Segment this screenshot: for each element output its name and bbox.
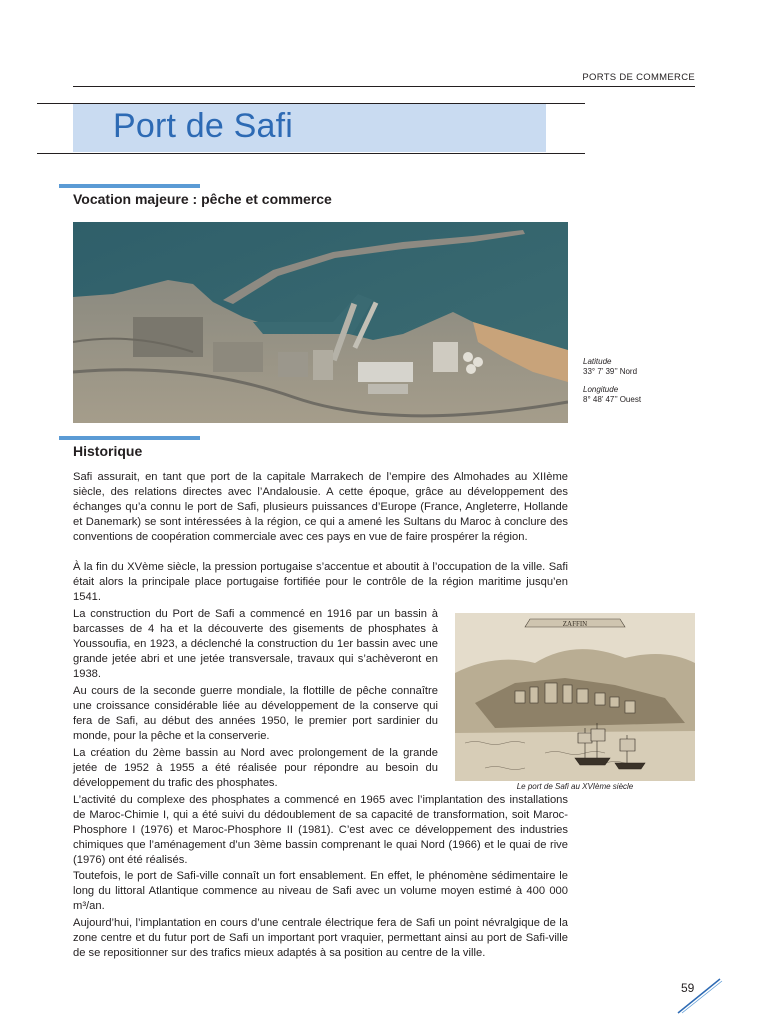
paragraph-2: À la fin du XVème siècle, la pression portugaise s’accentue et aboutit à l’occupation de la ville. Safi était alors la principale place portugaise fortifiée pour le contrôle de la région maritime jusqu’en 1541. bbox=[73, 561, 568, 604]
title-rule-bottom bbox=[37, 153, 585, 154]
header-rule bbox=[73, 86, 695, 87]
paragraph-6: L’activité du complexe des phosphates a commencé en 1965 avec l’implantation des installations de Maroc-Chimie I, qui a été suivi du dédoublement de sa capacité de transformation, soit Maroc-Phosphore I (1976) et Maroc-Phosphore II (1981). C’est avec ce développement des industries chimiques que l’aménagement d’un 3ème bassin comprenant le quai Nord (1966) et le quai de rive (1976) ont été réalisés. bbox=[73, 794, 568, 867]
section-heading-historique: Historique bbox=[73, 443, 143, 459]
aerial-port-photo bbox=[73, 222, 568, 423]
paragraph-8: Aujourd’hui, l’implantation en cours d’une centrale électrique fera de Safi un point névralgique de la zone centre et du futur port de Safi un important port vraquier, permettant ainsi au port de Safi-ville de se repositionner sur des trafics mieux adaptés à sa position au centre de la ville. bbox=[73, 917, 568, 960]
section-bar-vocation bbox=[59, 184, 200, 188]
paragraph-7: Toutefois, le port de Safi-ville connaît un fort ensablement. En effet, le phénomène sédimentaire le long du littoral Atlantique commence au niveau de Safi avec un volume moyen estimé à 400 000 m³/an. bbox=[73, 870, 568, 913]
section-heading-vocation: Vocation majeure : pêche et commerce bbox=[73, 191, 332, 207]
page-title: Port de Safi bbox=[113, 107, 294, 145]
paragraph-4: Au cours de la seconde guerre mondiale, la flottille de pêche connaître une croissance considérable liée au développement de la conserve qui fera de Safi, au début des années 1950, le premier port sardinier du monde, pour la pêche et la conserverie. bbox=[73, 685, 438, 743]
historical-engraving bbox=[455, 613, 695, 781]
latitude-value: 33° 7’ 39’’ Nord bbox=[583, 367, 638, 376]
paragraph-5: La création du 2ème bassin au Nord avec prolongement de la grande jetée de 1952 à 1955 a été réalisée pour répondre au besoin du développement du trafic des phosphates. bbox=[73, 747, 438, 790]
paragraph-1: Safi assurait, en tant que port de la capitale Marrakech de l’empire des Almohades au XIIème siècle, des relations directes avec l’Andalousie. A cette époque, grâce au développement des échanges qu’a connu le port de Safi, plusieurs puissances d’Europe (France, Angleterre, Hollande et Danemark) se sont intéressées à la région, ce qui a amené les Sultans du Maroc à conclure des conventions de coopération commerciale avec ces pays en vue de faire prospérer la région. bbox=[73, 471, 568, 544]
latitude-label: Latitude bbox=[583, 357, 612, 366]
longitude-value: 8° 48’ 47’’ Ouest bbox=[583, 395, 642, 404]
paragraph-3: La construction du Port de Safi a commencé en 1916 par un bassin à barcasses de 4 ha et la découverte des gisements de phosphates à Youssoufia, en 1923, a déclenché la construction du 1er bassin avec une grande jetée abri et une jetée transversale, travaux qui s’achèveront en 1938. bbox=[73, 608, 438, 681]
section-label: PORTS DE COMMERCE bbox=[582, 72, 695, 83]
page-number: 59 bbox=[681, 981, 695, 995]
engraving-caption: Le port de Safi au XVIème siècle bbox=[516, 782, 634, 791]
engraving-banner: ZAFFIN bbox=[562, 620, 588, 628]
longitude-label: Longitude bbox=[583, 385, 619, 394]
section-bar-historique bbox=[59, 436, 200, 440]
coordinates-block bbox=[583, 357, 641, 405]
